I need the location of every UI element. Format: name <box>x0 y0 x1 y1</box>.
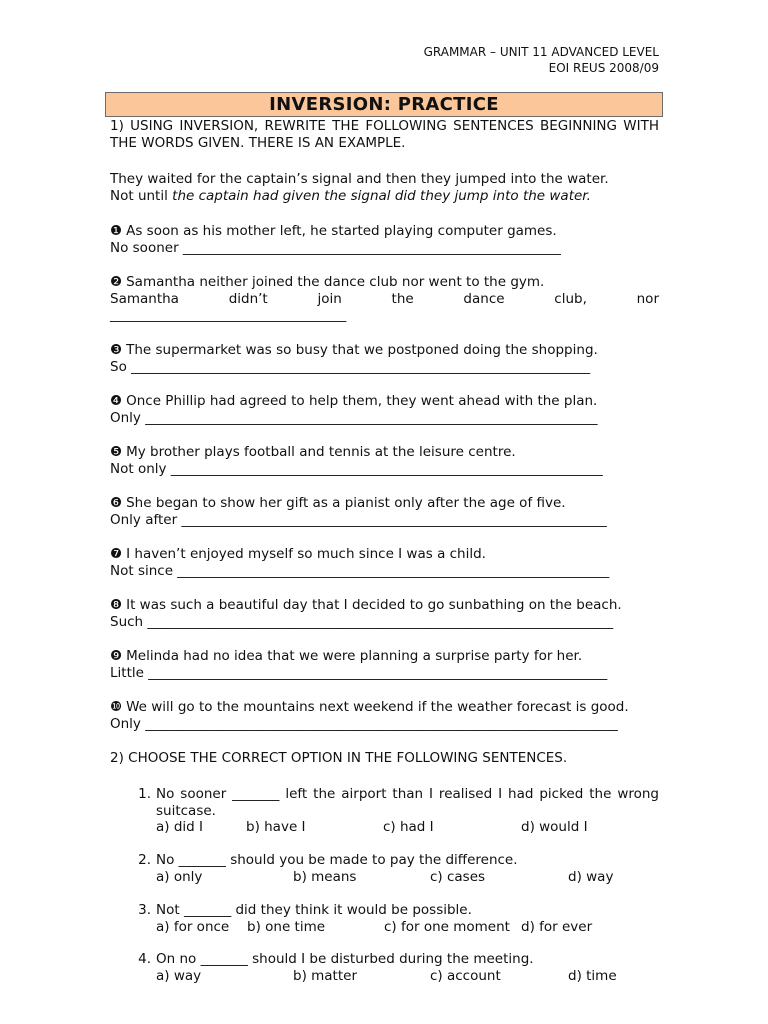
exercise-item-7 <box>110 546 659 579</box>
item-sentence: The supermarket was so busy that we postponed doing the shopping. <box>126 342 598 358</box>
choice-options <box>156 819 659 836</box>
option-b[interactable]: b) one time <box>247 918 326 935</box>
item-sentence: I haven’t enjoyed myself so much since I was a child. <box>126 546 486 562</box>
example-answer-text: the captain had given the signal did they jump into the water. <box>172 187 591 204</box>
answer-line[interactable]: Not since ________________________________________________________________ <box>110 562 610 579</box>
option-b[interactable]: b) matter <box>293 967 357 984</box>
section2-instruction: 2) CHOOSE THE CORRECT OPTION IN THE FOLLOWING SENTENCES. <box>110 750 568 766</box>
bullet-6: ❻ <box>110 495 123 511</box>
choice-options <box>156 968 659 985</box>
example <box>110 171 659 204</box>
choice-sentence: No _______ should you be made to pay the difference. <box>156 852 518 868</box>
option-b[interactable]: b) means <box>293 868 357 885</box>
exercise-item-5 <box>110 444 659 477</box>
choice-item-3 <box>133 902 659 935</box>
option-d[interactable]: d) way <box>568 868 614 885</box>
bullet-7: ❼ <box>110 546 123 562</box>
item-sentence: We will go to the mountains next weekend if the weather forecast is good. <box>126 699 629 715</box>
section1-instruction: 1) USING INVERSION, REWRITE THE FOLLOWING SENTENCES BEGINNING WITH THE WORDS GIVEN. THERE IS AN EXAMPLE. <box>110 118 659 151</box>
choice-options <box>156 869 659 886</box>
answer-line[interactable]: Little ____________________________________________________________________ <box>110 664 608 681</box>
choice-number: 4. <box>138 951 151 967</box>
answer-line[interactable]: No sooner ________________________________________________________ <box>110 239 561 256</box>
bullet-4: ❹ <box>110 393 123 409</box>
option-d[interactable]: d) time <box>568 967 617 984</box>
exercise-item-1 <box>110 223 659 256</box>
choice-options <box>156 919 659 936</box>
answer-line[interactable]: Only ___________________________________________________________________ <box>110 409 598 426</box>
item-sentence: Melinda had no idea that we were planning a surprise party for her. <box>126 648 583 664</box>
option-c[interactable]: c) had I <box>383 819 434 835</box>
bullet-1: ❶ <box>110 223 123 239</box>
option-b[interactable]: b) have I <box>246 819 306 835</box>
option-c[interactable]: c) cases <box>430 868 486 885</box>
choice-item-4 <box>133 951 659 984</box>
option-d[interactable]: d) would I <box>521 819 588 835</box>
answer-line[interactable]: Only ______________________________________________________________________ <box>110 715 618 732</box>
item-sentence: My brother plays football and tennis at the leisure centre. <box>126 444 516 460</box>
option-c[interactable]: c) for one moment <box>384 918 510 935</box>
choice-number: 2. <box>138 852 151 868</box>
choice-number: 1. <box>138 786 151 802</box>
header-course: GRAMMAR – UNIT 11 ADVANCED LEVEL <box>423 45 659 59</box>
option-a[interactable]: a) did I <box>156 819 203 835</box>
exercise-item-10 <box>110 699 659 732</box>
choice-sentence: No sooner _______ left the airport than I realised I had picked the wrong suitcase. <box>156 786 659 819</box>
option-d[interactable]: d) for ever <box>521 918 593 935</box>
item-sentence: It was such a beautiful day that I decided to go sunbathing on the beach. <box>126 597 622 613</box>
answer-line[interactable]: Not only ________________________________________________________________ <box>110 460 603 477</box>
exercise-item-2 <box>110 274 659 324</box>
item-sentence: Samantha neither joined the dance club nor went to the gym. <box>126 274 545 290</box>
answer-line[interactable]: Such _____________________________________________________________________ <box>110 613 614 630</box>
item-sentence: Once Phillip had agreed to help them, they went ahead with the plan. <box>126 393 598 409</box>
option-a[interactable]: a) only <box>156 868 203 885</box>
item-sentence: She began to show her gift as a pianist only after the age of five. <box>126 495 566 511</box>
example-answer <box>110 188 659 205</box>
bullet-2: ❷ <box>110 274 123 290</box>
choice-item-1 <box>133 786 659 836</box>
header-school-year: EOI REUS 2008/09 <box>548 61 659 75</box>
answer-line[interactable]: Samantha didn’t join the dance club, nor <box>110 290 659 307</box>
option-a[interactable]: a) for once <box>156 918 230 935</box>
choice-number: 3. <box>138 902 151 918</box>
option-a[interactable]: a) way <box>156 967 202 984</box>
worksheet-title: INVERSION: PRACTICE <box>105 92 663 117</box>
item-sentence: As soon as his mother left, he started playing computer games. <box>126 223 557 239</box>
example-sentence: They waited for the captain’s signal and then they jumped into the water. <box>110 171 609 187</box>
answer-line[interactable]: So ____________________________________________________________________ <box>110 358 591 375</box>
example-prefix: Not until <box>110 187 173 204</box>
bullet-5: ❺ <box>110 444 123 460</box>
exercise-item-4 <box>110 393 659 426</box>
answer-line-continued[interactable]: ___________________________________ <box>110 307 347 323</box>
bullet-3: ❸ <box>110 342 123 358</box>
choice-sentence: On no _______ should I be disturbed during the meeting. <box>156 951 534 967</box>
bullet-8: ❽ <box>110 597 123 613</box>
exercise-item-8 <box>110 597 659 630</box>
answer-line[interactable]: Only after _______________________________________________________________ <box>110 511 607 528</box>
exercise-item-3 <box>110 342 659 375</box>
choice-item-2 <box>133 852 659 885</box>
bullet-10: ❿ <box>110 699 123 715</box>
choice-sentence: Not _______ did they think it would be possible. <box>156 902 472 918</box>
exercise-item-9 <box>110 648 659 681</box>
bullet-9: ❾ <box>110 648 123 664</box>
option-c[interactable]: c) account <box>430 967 501 984</box>
exercise-item-6 <box>110 495 659 528</box>
document-header <box>424 44 659 76</box>
